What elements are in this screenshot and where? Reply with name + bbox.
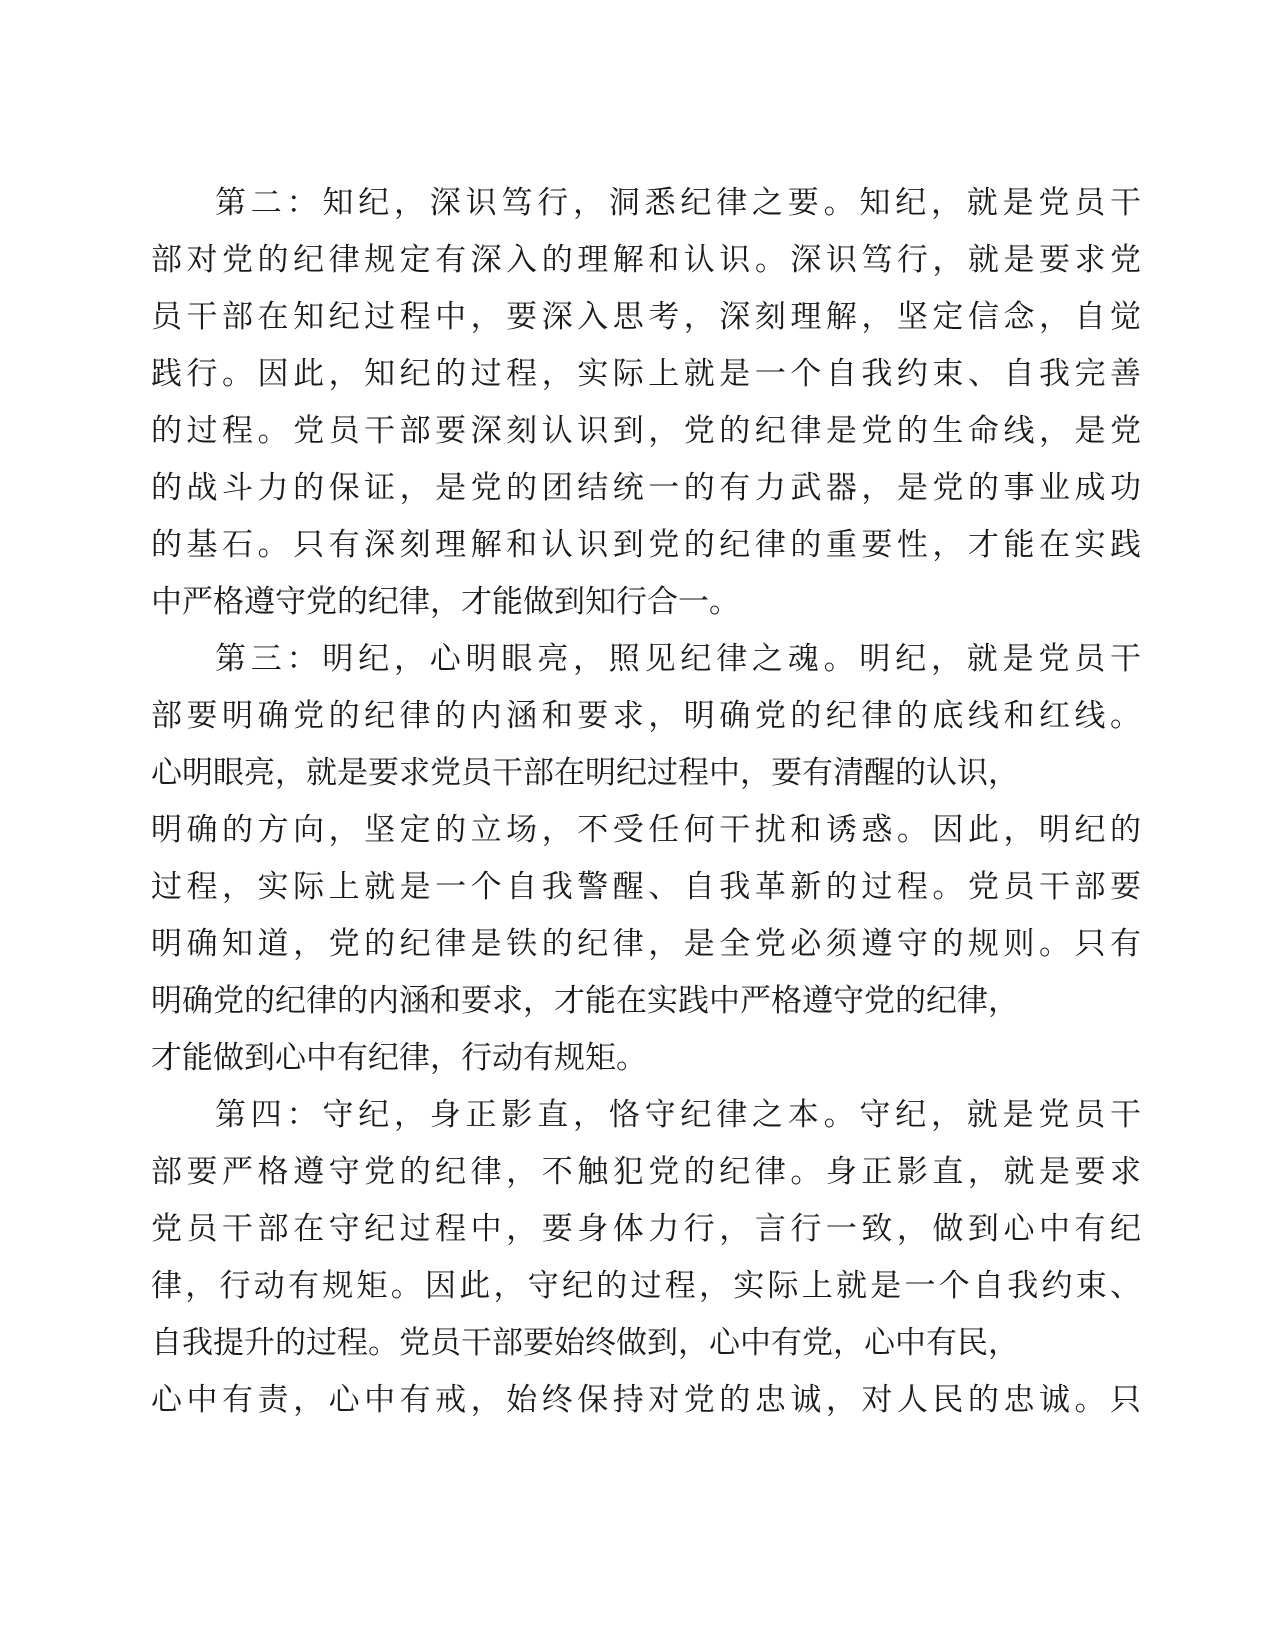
body-text <box>151 175 1141 1429</box>
text-line: 中严格遵守党的纪律，才能做到知行合一。 <box>151 584 740 620</box>
text-line: 部要明确党的纪律的内涵和要求，明确党的纪律的底线和红线。 <box>151 698 1141 734</box>
text-line: 明确的方向，坚定的立场，不受任何干扰和诱惑。因此，明纪的 <box>151 812 1141 848</box>
text-line: 心明眼亮，就是要求党员干部在明纪过程中，要有清醒的认识， <box>151 755 1019 791</box>
text-line: 党员干部在守纪过程中，要身体力行，言行一致，做到心中有纪 <box>151 1211 1141 1247</box>
text-line: 员干部在知纪过程中，要深入思考，深刻理解，坚定信念，自觉 <box>151 299 1141 335</box>
text-line: 律，行动有规矩。因此，守纪的过程，实际上就是一个自我约束、 <box>151 1268 1141 1304</box>
text-line: 的基石。只有深刻理解和认识到党的纪律的重要性，才能在实践 <box>151 527 1141 563</box>
paragraph-shouji <box>151 1087 1141 1429</box>
text-line: 第四：守纪，身正影直，恪守纪律之本。守纪，就是党员干 <box>215 1097 1141 1133</box>
text-line: 第三：明纪，心明眼亮，照见纪律之魂。明纪，就是党员干 <box>215 641 1141 677</box>
text-line: 的战斗力的保证，是党的团结统一的有力武器，是党的事业成功 <box>151 470 1141 506</box>
text-line: 明确党的纪律的内涵和要求，才能在实践中严格遵守党的纪律， <box>151 983 1019 1019</box>
text-line: 部对党的纪律规定有深入的理解和认识。深识笃行，就是要求党 <box>151 242 1141 278</box>
text-line: 才能做到心中有纪律，行动有规矩。 <box>151 1040 647 1076</box>
text-line: 自我提升的过程。党员干部要始终做到，心中有党，心中有民， <box>151 1325 1019 1361</box>
text-line: 部要严格遵守党的纪律，不触犯党的纪律。身正影直，就是要求 <box>151 1154 1141 1190</box>
text-line: 第二：知纪，深识笃行，洞悉纪律之要。知纪，就是党员干 <box>215 185 1141 221</box>
text-line: 的过程。党员干部要深刻认识到，党的纪律是党的生命线，是党 <box>151 413 1141 449</box>
paragraph-mingji <box>151 631 1141 1087</box>
text-line: 践行。因此，知纪的过程，实际上就是一个自我约束、自我完善 <box>151 356 1141 392</box>
text-line: 明确知道，党的纪律是铁的纪律，是全党必须遵守的规则。只有 <box>151 926 1141 962</box>
paragraph-zhiji <box>151 175 1141 631</box>
text-line: 心中有责，心中有戒，始终保持对党的忠诚，对人民的忠诚。只 <box>151 1382 1141 1418</box>
text-line: 过程，实际上就是一个自我警醒、自我革新的过程。党员干部要 <box>151 869 1141 905</box>
